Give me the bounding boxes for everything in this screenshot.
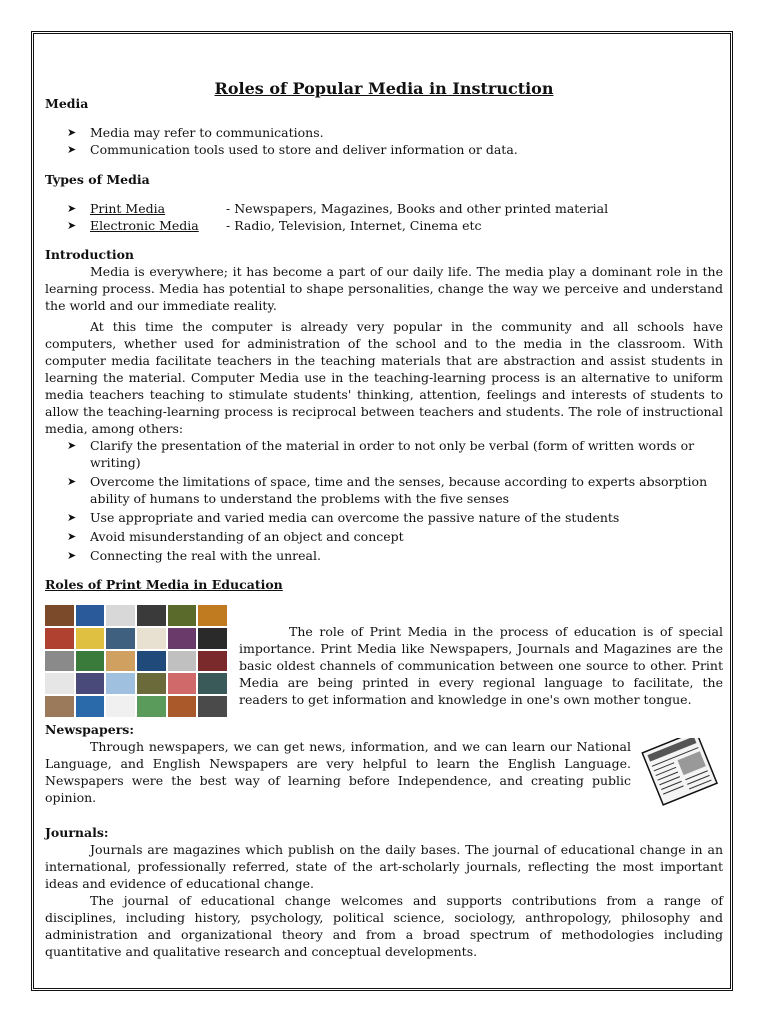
list-item: ➤ Media may refer to communications. <box>45 124 723 141</box>
journals-heading: Journals: <box>45 825 109 840</box>
print-roles-heading: Roles of Print Media in Education <box>45 577 283 592</box>
print-media-label: ➤ Print Media <box>90 201 166 216</box>
media-collage-image <box>45 605 227 717</box>
journals-paragraph-1: Journals are magazines which publish on the daily bases. The journal of educational change in an international, professionally referred, state of the art-scholarly journals, reflecting the most important ideas and evidence of educational change. <box>45 842 723 891</box>
list-item: ➤ Communication tools used to store and deliver information or data. <box>45 141 723 158</box>
intro-paragraph-1: Media is everywhere; it has become a part of our daily life. The media play a dominant role in the learning process. Media has potential to shape personalities, change the way we perceive and understand the world and our immediate reality. <box>45 264 723 313</box>
types-heading: Types of Media <box>45 172 150 187</box>
newspapers-section <box>45 738 723 810</box>
list-item: ➤ Overcome the limitations of space, time and the senses, because according to experts absorption ability of humans to understand the problems with the five senses <box>45 473 723 507</box>
electronic-media-desc: - Radio, Television, Internet, Cinema etc <box>226 218 482 233</box>
list-item <box>45 200 723 217</box>
electronic-media-label: ➤ Electronic Media <box>90 218 199 233</box>
print-media-desc: - Newspapers, Magazines, Books and other printed material <box>226 201 609 216</box>
types-list <box>45 200 723 234</box>
document-body <box>45 80 723 960</box>
print-roles-paragraph: The role of Print Media in the process of education is of special importance. Print Media like Newspapers, Journals and Magazines are the basic oldest channels of communication between one source to other. Print Media are being printed in every regional language to facilitate, the readers to get information and knowledge in one's own mother tongue. <box>239 624 723 707</box>
newspaper-icon <box>637 738 723 806</box>
intro-heading: Introduction <box>45 247 135 262</box>
page-title: Roles of Popular Media in Instruction <box>214 79 554 98</box>
list-item <box>45 217 723 234</box>
print-roles-section <box>45 605 723 721</box>
list-item: ➤ Clarify the presentation of the material in order to not only be verbal (form of written words or writing) <box>45 437 723 471</box>
media-list <box>45 124 723 158</box>
roles-list <box>45 437 723 564</box>
media-heading: Media <box>45 96 89 111</box>
journals-paragraph-2: The journal of educational change welcomes and supports contributions from a range of disciplines, including history, psychology, political science, sociology, anthropology, philosophy and administration and organizational theory and from a broad spectrum of methodologies including quantitative and qualitative research and conceptual developments. <box>45 893 723 959</box>
newspapers-heading: Newspapers: <box>45 722 134 737</box>
list-item: ➤ Avoid misunderstanding of an object and concept <box>45 528 723 545</box>
intro-paragraph-2: At this time the computer is already very popular in the community and all schools have computers, whether used for administration of the school and to the media in the classroom. With computer media facilitate teachers in the teaching materials that are abstraction and assist students in learning the material. Computer Media use in the teaching-learning process is an alternative to uniform media teachers teaching to stimulate students' thinking, attention, feelings and interests of students to allow the teaching-learning process is reciprocal between teachers and students. The role of instructional media, among others: <box>45 319 723 436</box>
newspapers-paragraph: Through newspapers, we can get news, information, and we can learn our National Language, and English Newspapers are very helpful to learn the English Language. Newspapers were the best way of learning before Independence, and creating public opinion. <box>45 739 631 805</box>
list-item: ➤ Connecting the real with the unreal. <box>45 547 723 564</box>
list-item: ➤ Use appropriate and varied media can overcome the passive nature of the students <box>45 509 723 526</box>
